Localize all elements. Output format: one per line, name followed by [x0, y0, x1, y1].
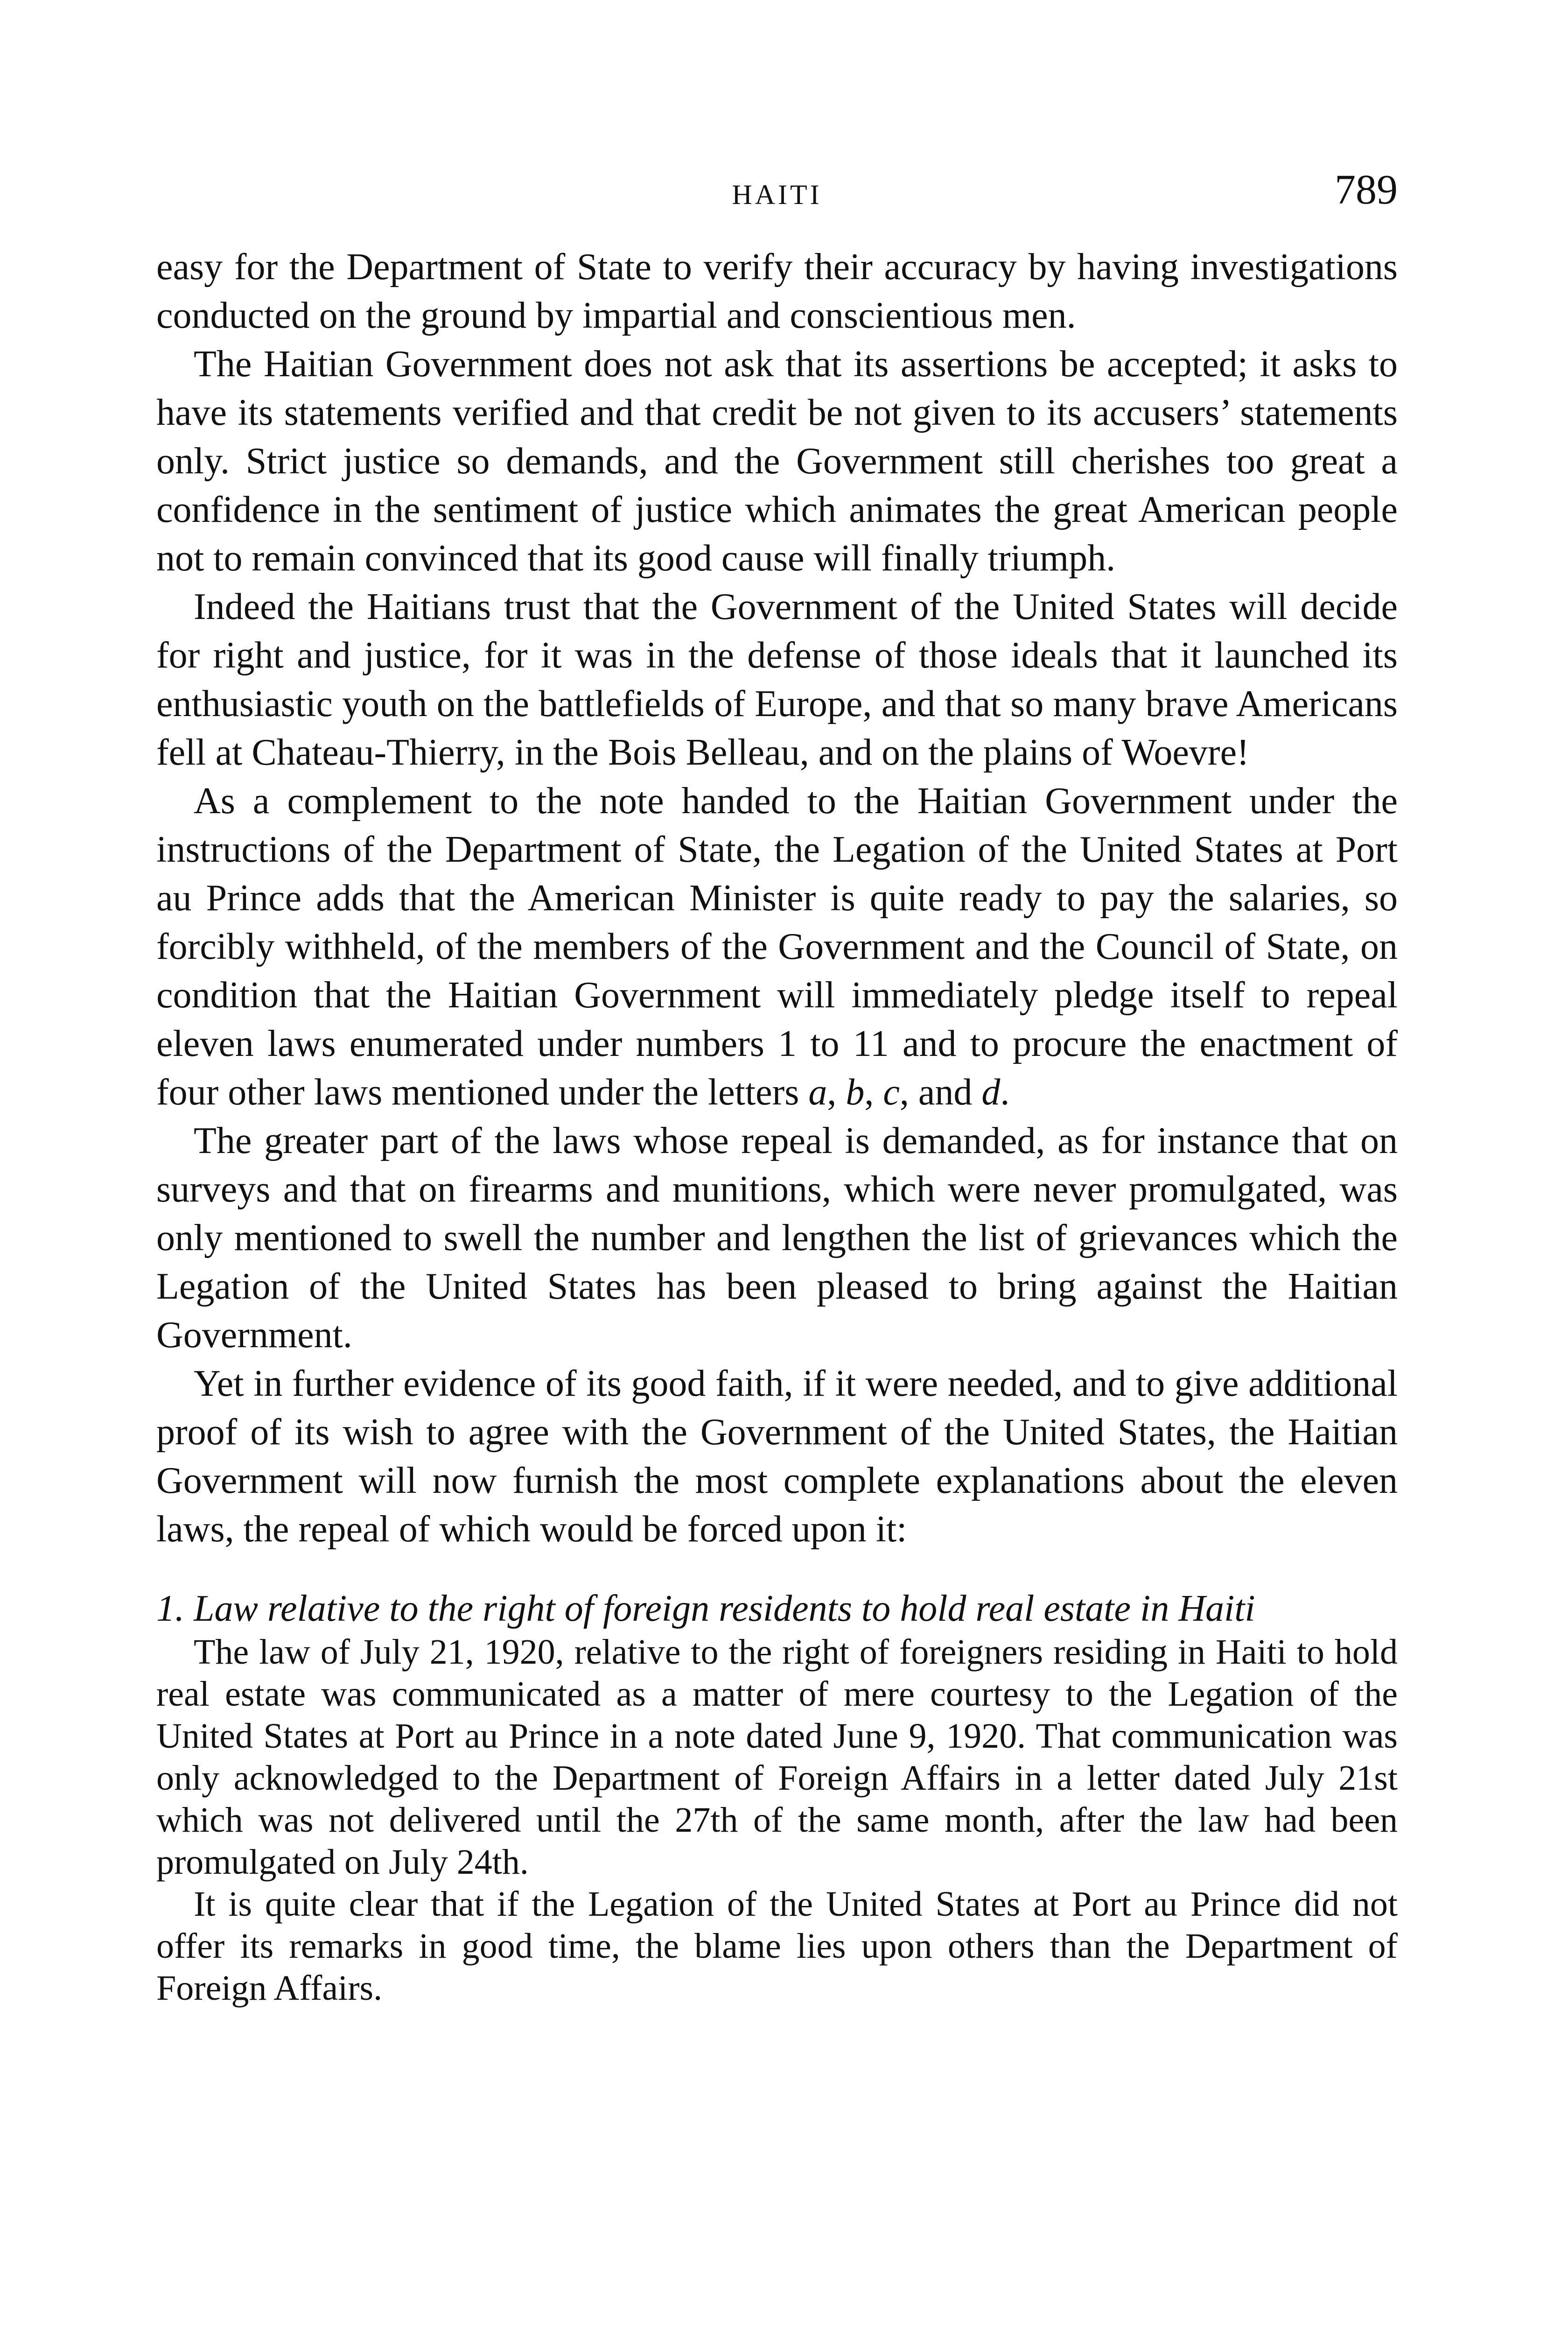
paragraph-8: It is quite clear that if the Legation of the United States at Port au Prince did not offer its remarks in good time, the blame lies upon others than the Department of Foreign Affairs. [156, 1884, 1398, 2008]
letter-c: c [883, 1072, 900, 1113]
separator: , [827, 1072, 846, 1113]
section-heading: 1. Law relative to the right of foreign residents to hold real estate in Haiti [156, 1588, 1255, 1629]
paragraph-4-end: . [1000, 1072, 1010, 1113]
letter-b: b [846, 1072, 865, 1113]
running-title: HAITI [732, 179, 822, 210]
running-header [156, 166, 1398, 222]
letter-d: d [981, 1072, 1001, 1113]
document-page [156, 166, 1398, 2009]
paragraph-4-text: As a complement to the note handed to the Haitian Government under the instructions of the Department of State, the Legation of the United States at Port au Prince adds that the American Minister is quite ready to pay the salaries, so forcibly withheld, of the members of the Government and the Council of State, on condition that the Haitian Government will immediately pledge itself to repeal eleven laws enumerated under numbers 1 to 11 and to procure the enactment of four other laws mentioned under the letters [156, 780, 1398, 1113]
paragraph-3: Indeed the Haitians trust that the Government of the United States will decide for right and justice, for it was in the defense of those ideals that it launched its enthusiastic youth on the battlefields of Europe, and that so many brave Americans fell at Chateau-Thierry, in the Bois Belleau, and on the plains of Woevre! [156, 586, 1398, 773]
paragraph-5: The greater part of the laws whose repeal is demanded, as for instance that on surveys and that on firearms and munitions, which were never promulgated, was only mentioned to swell the number and lengthen the list of grievances which the Legation of the United States has been pleased to bring against the Haitian Government. [156, 1120, 1398, 1356]
paragraph-7: The law of July 21, 1920, relative to the right of foreigners residing in Haiti to hold real estate was communicated as a matter of mere courtesy to the Legation of the United States at Port au Prince in a note dated June 9, 1920. That communication was only acknowledged to the Department of Foreign Affairs in a letter dated July 21st which was not delivered until the 27th of the same month, after the law had been promulgated on July 24th. [156, 1632, 1398, 1882]
separator: , [864, 1072, 883, 1113]
letter-a: a [808, 1072, 827, 1113]
paragraph-4 [156, 777, 1398, 1117]
page-number: 789 [1335, 167, 1398, 213]
paragraph-2: The Haitian Government does not ask that its assertions be accepted; it asks to have its statements verified and that credit be not given to its accusers’ statements only. Strict justice so demands, and the Government still cherishes too great a confidence in the sentiment of justice which animates the great American people not to remain convinced that its good cause will finally triumph. [156, 344, 1398, 579]
paragraph-1: easy for the Department of State to verify their accuracy by having investigations conducted on the ground by impartial and conscientious men. [156, 246, 1398, 336]
separator: , and [899, 1072, 982, 1113]
paragraph-6: Yet in further evidence of its good faith, if it were needed, and to give additional proof of its wish to agree with the Government of the United States, the Haitian Government will now furnish the most complete explanations about the eleven laws, the repeal of which would be forced upon it: [156, 1363, 1398, 1550]
